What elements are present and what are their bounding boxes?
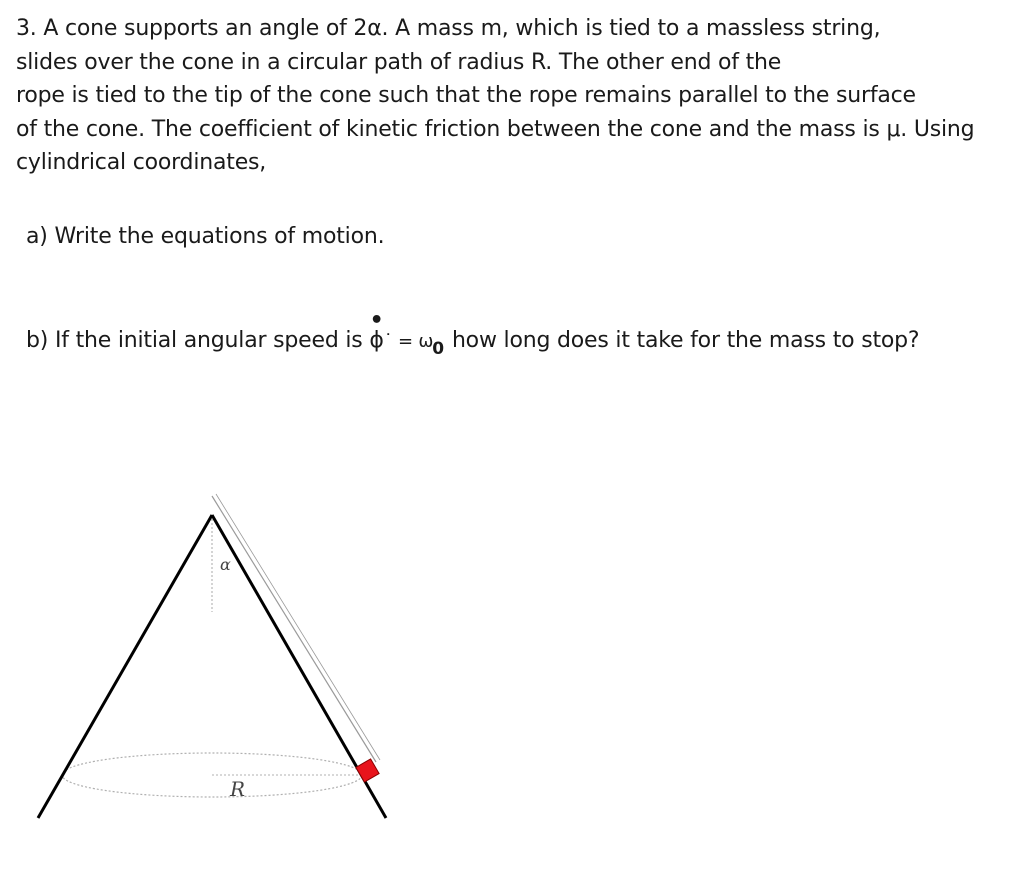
equals-omega: ˙ = ω — [383, 331, 434, 352]
rope-line — [212, 496, 376, 762]
problem-statement — [16, 12, 1011, 180]
part-b-suffix: how long does it take for the mass to stop? — [451, 328, 920, 353]
phi-dot-mark: • — [369, 308, 384, 333]
problem-line-5: cylindrical coordinates, — [16, 150, 267, 175]
problem-line-2: slides over the cone in a circular path of radius R. The other end of the — [16, 49, 782, 75]
problem-line-4: of the cone. The coefficient of kinetic friction between the cone and the mass is μ. Using — [16, 116, 975, 142]
phi-symbol: ϕ — [369, 328, 384, 353]
problem-line-3: rope is tied to the tip of the cone such that the rope remains parallel to the surface — [16, 83, 916, 108]
cone-left-edge — [38, 515, 212, 818]
cone-figure — [0, 480, 420, 840]
part-a-question: a) Write the equations of motion. — [26, 224, 385, 249]
problem-line-1: 3. A cone supports an angle of 2α. A mass m, which is tied to a massless string, — [16, 16, 881, 41]
omega-subscript: 0 — [432, 339, 444, 359]
rope-line-inner — [216, 494, 380, 760]
cone-diagram — [0, 480, 420, 840]
part-b-question — [26, 308, 920, 359]
radius-r-label: R — [230, 777, 246, 801]
phi-dot-symbol — [369, 308, 384, 356]
angle-alpha-label: α — [220, 555, 231, 574]
part-b-prefix: b) If the initial angular speed is — [26, 328, 370, 353]
